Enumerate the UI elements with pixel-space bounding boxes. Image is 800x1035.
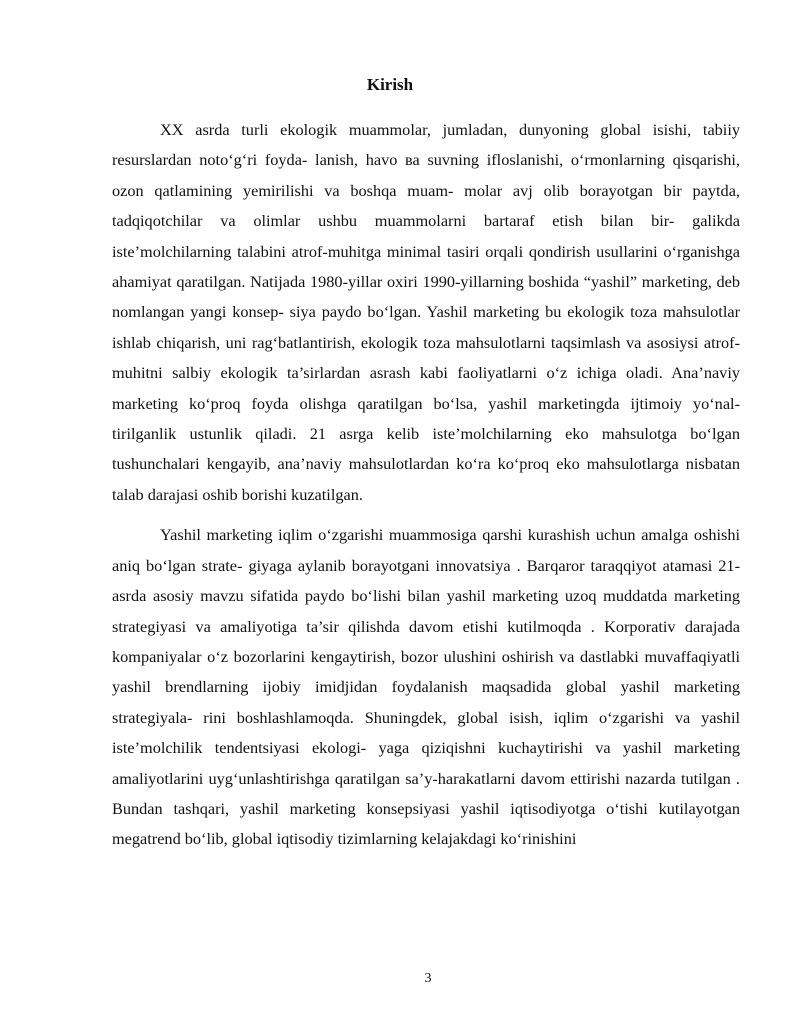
body-text [112,115,740,855]
paragraph-2: Yashil marketing iqlim o‘zgarishi muammosiga qarshi kurashish uchun amalga oshishi aniq bo‘lgan strate- giyaga aylanib borayotgani innovatsiya . Barqaror taraqqiyot atamasi 21-asrda asosiy mavzu sifatida paydo bo‘lishi bilan yashil marketing uzoq muddatda marketing strategiyasi va amaliyotiga ta’sir qilishda davom etishi kutilmoqda . Korporativ darajada kompaniyalar o‘z bozorlarini kengaytirish, bozor ulushini oshirish va dastlabki muvaffaqiyatli yashil brendlarning ijobiy imidjidan foydalanish maqsadida global yashil marketing strategiyala- rini boshlashlamoqda. Shuningdek, global isish, iqlim o‘zgarishi va yashil iste’molchilik tendentsiyasi ekologi- yaga qiziqishni kuchaytirishi va yashil marketing amaliyotlarini uyg‘unlashtirishga qaratilgan sa’y-harakatlarni davom ettirishi nazarda tutilgan . Bundan tashqari, yashil marketing konsepsiyasi yashil iqtisodiyotga o‘tishi kutilayotgan megatrend bo‘lib, global iqtisodiy tizimlarning kelajakdagi ko‘rinishini [112,525,740,849]
section-title: Kirish [366,75,414,94]
paragraph-1: XX asrda turli ekologik muammolar, jumladan, dunyoning global isishi, tabiiy resurslardan noto‘g‘ri foyda- lanish, havo ва suvning ifloslanishi, o‘rmonlarning qisqarishi, ozon qatlamining yemirilishi va boshqa muam- molar avj olib borayotgan bir paytda, tadqiqotchilar va olimlar ushbu muammolarni bartaraf etish bilan bir- galikda iste’molchilarning talabini atrof-muhitga minimal tasiri orqali qondirish usullarini o‘rganishga ahamiyat qaratilgan. Natijada 1980-yillar oxiri 1990-yillarning boshida “yashil” marketing, deb nomlangan yangi konsep- siya paydo bo‘lgan. Yashil marketing bu ekologik toza mahsulotlar ishlab chiqarish, uni rag‘batlantirish, ekologik toza mahsulotlarni taqsimlash va asosiysi atrof-muhitni salbiy ekologik ta’sirlardan asrash kabi faoliyatlarni o‘z ichiga oladi. Ana’naviy marketing ko‘proq foyda olishga qaratilgan bo‘lsa, yashil marketingda ijtimoiy yo‘nal- tirilganlik ustunlik qiladi. 21 asrga kelib iste’molchilarning eko mahsulotga bo‘lgan tushunchalari kengayib, ana’naviy mahsulotlardan ko‘ra ko‘proq eko mahsulotlarga nisbatan talab darajasi oshib borishi kuzatilgan. [112,120,740,504]
page-number: 3 [424,971,432,986]
